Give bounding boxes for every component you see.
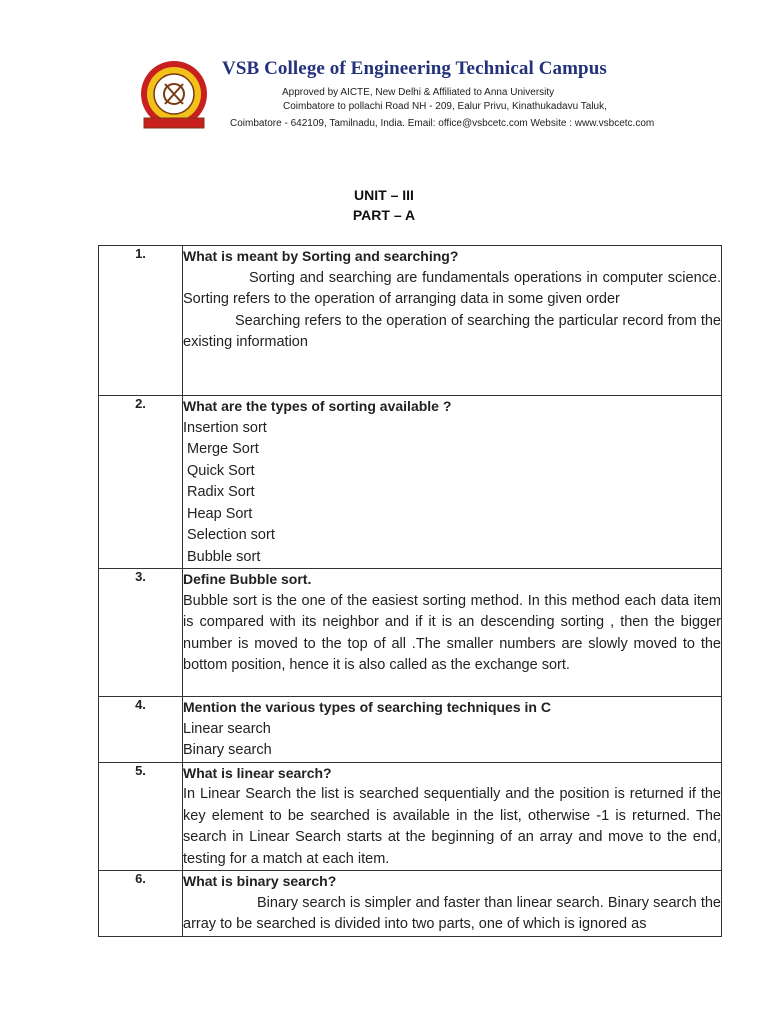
question-text: What is binary search? [183, 873, 337, 889]
answer-paragraph: Binary search is simpler and faster than linear search. Binary search the array to be searched is divided into two parts, one of which is ignored as [183, 894, 721, 932]
answer-cell [183, 246, 722, 396]
question-table [98, 245, 722, 937]
question-number: 5. [99, 762, 183, 871]
part-title: PART – A [352, 207, 416, 223]
answer-paragraph: Searching refers to the operation of searching the particular record from the existing information [183, 312, 721, 350]
list-item: Bubble sort [187, 548, 261, 565]
question-number: 2. [99, 396, 183, 569]
list-item: Radix Sort [187, 484, 255, 500]
table-row [99, 569, 722, 697]
question-text: What is meant by Sorting and searching? [183, 248, 459, 264]
list-item: Heap Sort [187, 505, 253, 522]
approval-line: Approved by AICTE, New Delhi & Affiliated to Anna University [282, 87, 555, 98]
table-row [99, 697, 722, 763]
table-row [99, 396, 722, 569]
question-number: 6. [99, 871, 183, 937]
list-item: Linear search [183, 720, 271, 737]
table-row [99, 246, 722, 396]
list-item: Binary search [183, 742, 272, 758]
answer-cell [183, 762, 722, 871]
table-row [99, 762, 722, 871]
table-row [99, 871, 722, 937]
address-line: Coimbatore to pollachi Road NH - 209, Ealur Privu, Kinathukadavu Taluk, [283, 101, 607, 112]
question-text: Define Bubble sort. [183, 571, 312, 587]
list-item: Selection sort [187, 527, 275, 543]
answer-cell [183, 697, 722, 763]
answer-paragraph: In Linear Search the list is searched sequentially and the position is returned if the key element to be searched is available in the list, otherwise -1 is returned. The search in Linear Search starts at the beginning of an array and move to the end, testing for a match at each item. [183, 786, 721, 867]
answer-cell [183, 871, 722, 937]
question-text: What are the types of sorting available ? [183, 398, 452, 414]
answer-paragraph: Bubble sort is the one of the easiest sorting method. In this method each data item is compared with its neighbor and if it is an descending sorting , then the bigger number is moved to the top of all .The smaller numbers are slowly moved to the bottom position, hence it is also called as the exchange sort. [183, 592, 721, 673]
question-text: Mention the various types of searching techniques in C [183, 699, 551, 715]
list-item: Merge Sort [187, 441, 259, 457]
answer-cell [183, 569, 722, 697]
answer-paragraph: Sorting and searching are fundamentals operations in computer science. Sorting refers to the operation of arranging data in some given order [183, 269, 721, 307]
list-item: Quick Sort [187, 462, 255, 479]
question-number: 1. [99, 246, 183, 396]
answer-cell [183, 396, 722, 569]
college-name: VSB College of Engineering Technical Campus [222, 58, 607, 79]
college-emblem-icon [138, 60, 210, 132]
question-number: 3. [99, 569, 183, 697]
question-number: 4. [99, 697, 183, 763]
list-item: Insertion sort [183, 419, 267, 436]
contact-line: Coimbatore - 642109, Tamilnadu, India. Email: office@vsbcetc.com Website : www.vsbcetc.com [230, 118, 655, 129]
question-text: What is linear search? [183, 764, 332, 781]
unit-title: UNIT – III [354, 187, 414, 203]
